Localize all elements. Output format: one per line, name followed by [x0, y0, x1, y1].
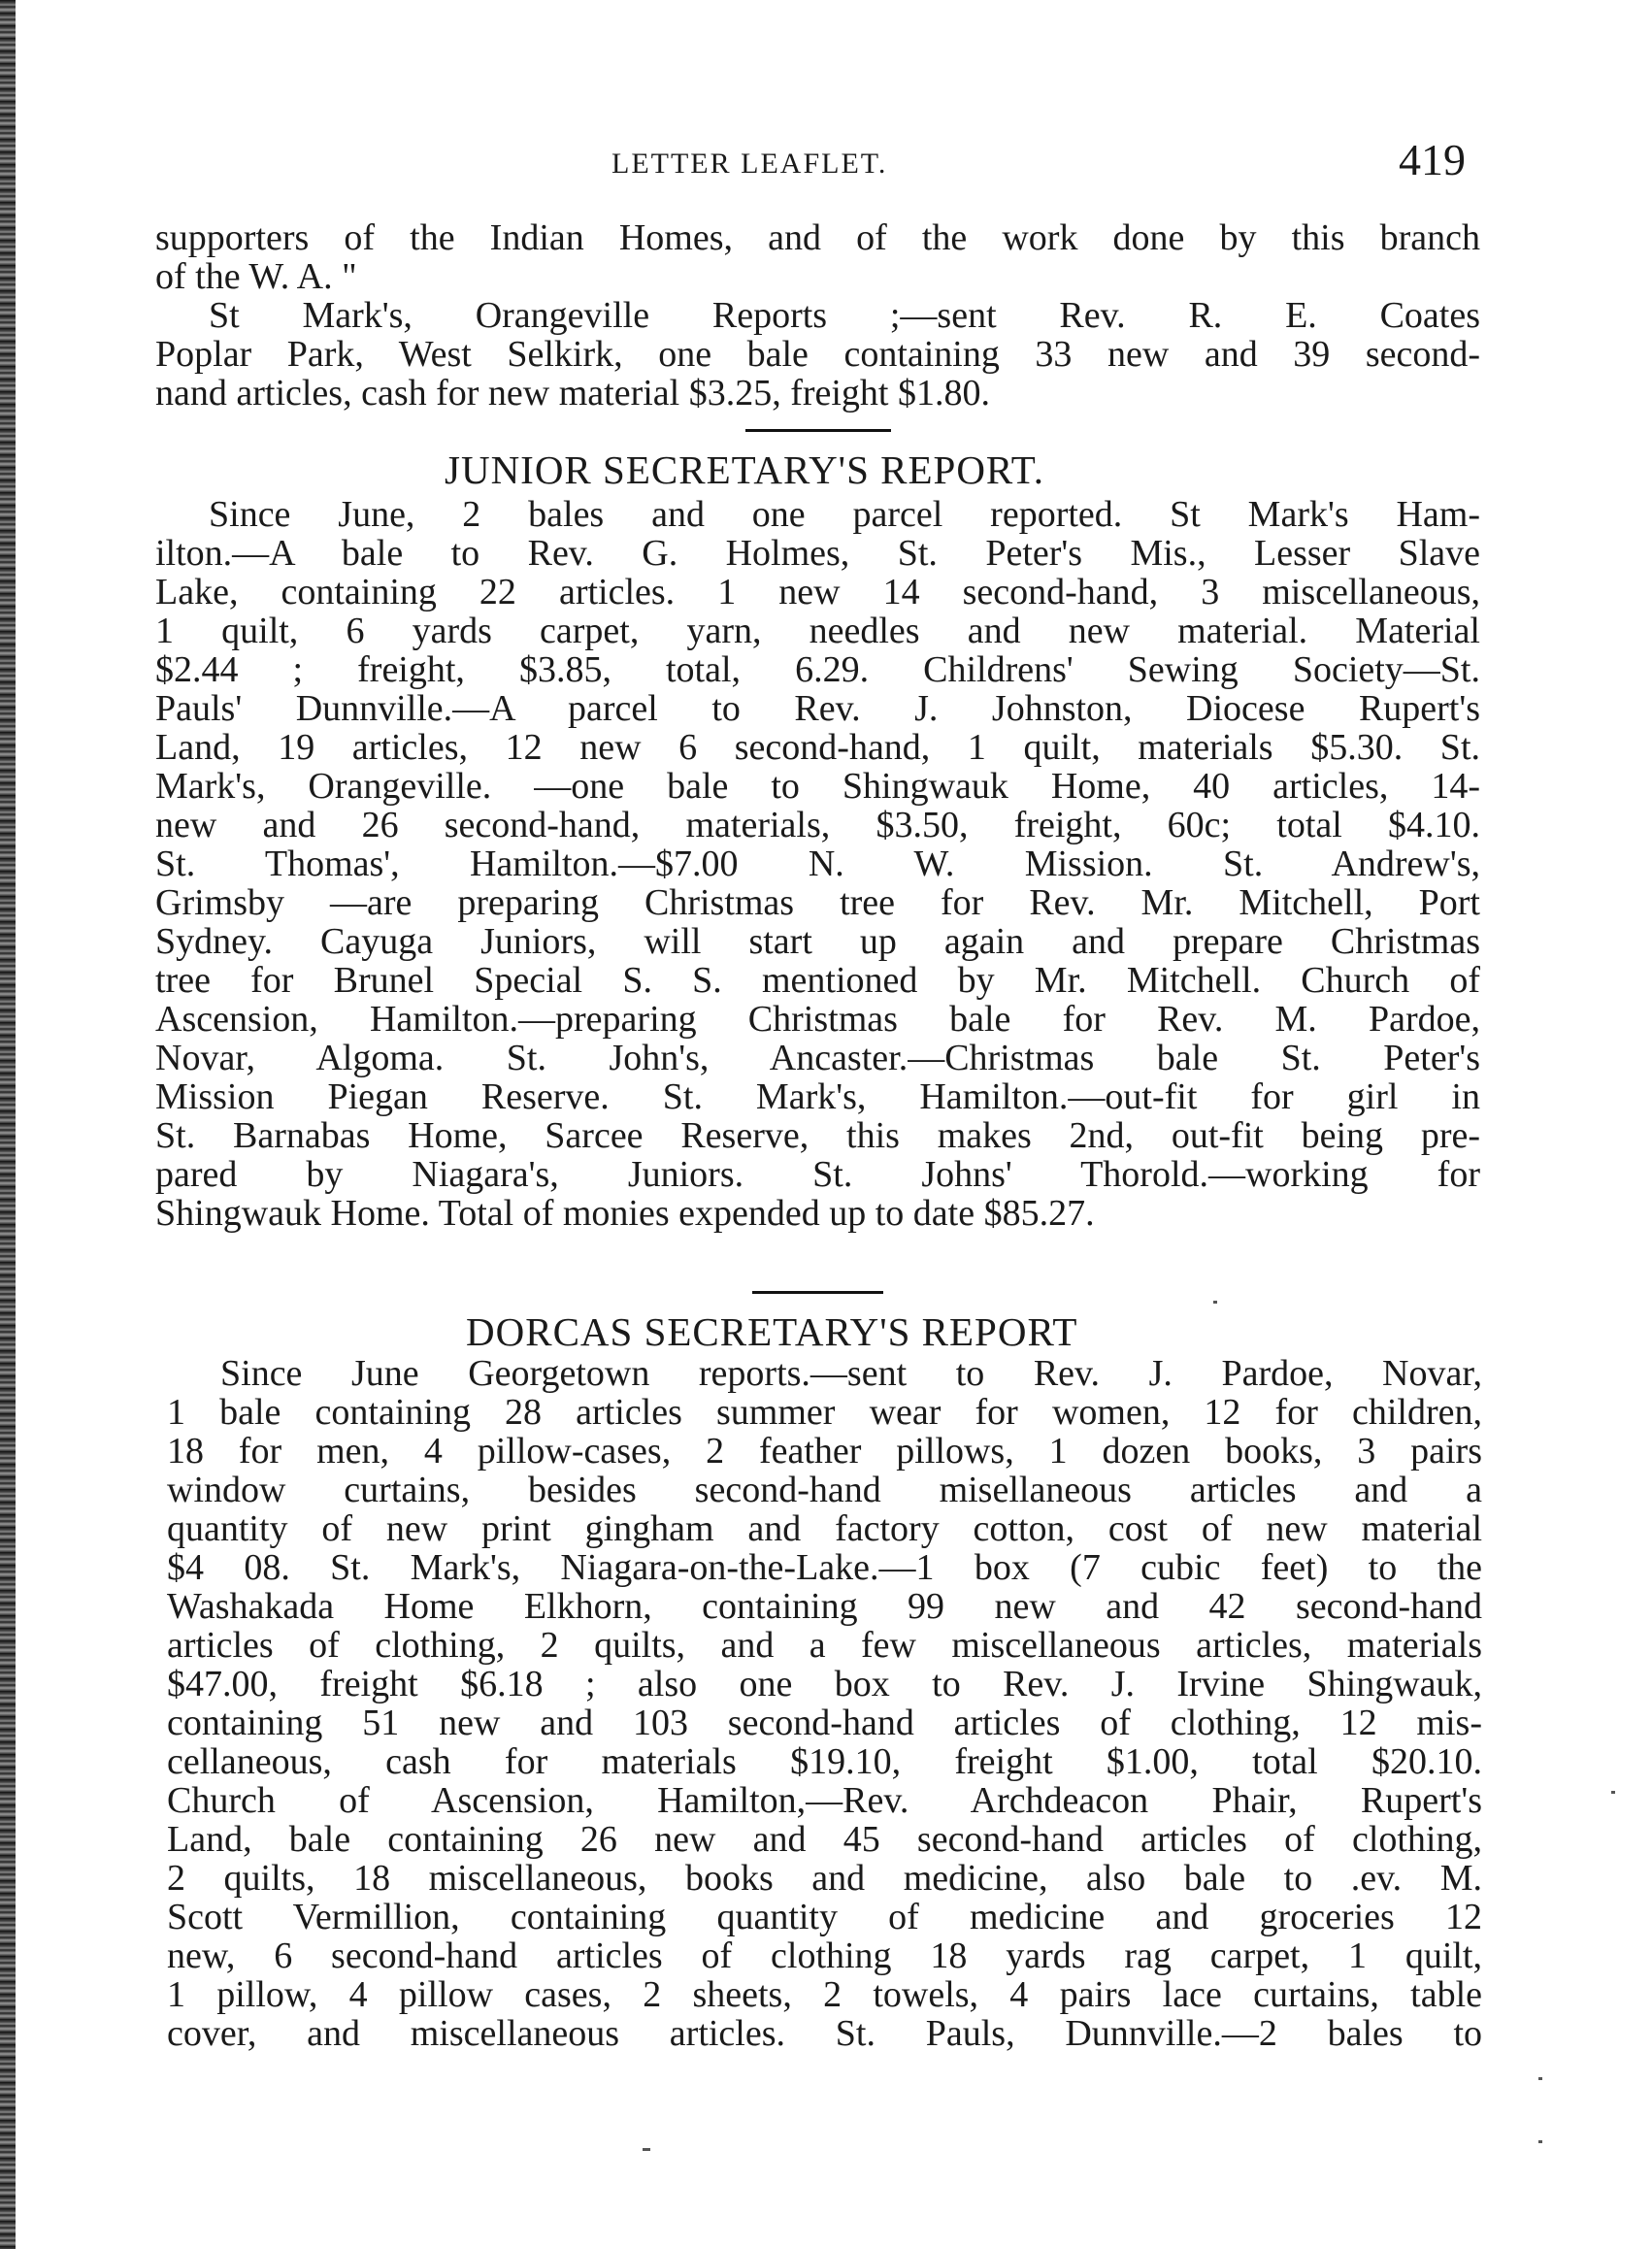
text-line: Mark's, Orangeville. —one bale to Shingwauk Home, 40 articles, 14-	[155, 767, 1480, 806]
print-speck	[1213, 1301, 1217, 1304]
intro-paragraph	[155, 218, 1480, 413]
dorcas-report-heading: DORCAS SECRETARY'S REPORT	[466, 1309, 1078, 1354]
text-line: Grimsby —are preparing Christmas tree for Rev. Mr. Mitchell, Port	[155, 883, 1480, 922]
text-line: articles of clothing, 2 quilts, and a few miscellaneous articles, materials	[167, 1626, 1482, 1665]
text-line: Poplar Park, West Selkirk, one bale containing 33 new and 39 second-	[155, 335, 1480, 374]
text-line: supporters of the Indian Homes, and of the work done by this branch	[155, 218, 1480, 257]
text-line: 18 for men, 4 pillow-cases, 2 feather pillows, 1 dozen books, 3 pairs	[167, 1432, 1482, 1471]
text-line: Church of Ascension, Hamilton,—Rev. Archdeacon Phair, Rupert's	[167, 1781, 1482, 1820]
text-line: nand articles, cash for new material $3.25, freight $1.80.	[155, 374, 990, 413]
text-line: Sydney. Cayuga Juniors, will start up again and prepare Christmas	[155, 922, 1480, 961]
text-line: 1 quilt, 6 yards carpet, yarn, needles and new material. Material	[155, 612, 1480, 650]
text-line: St Mark's, Orangeville Reports ;—sent Rev. R. E. Coates	[209, 296, 1480, 335]
junior-report-body	[155, 495, 1480, 1233]
print-speck	[1538, 2077, 1542, 2080]
text-line: $2.44 ; freight, $3.85, total, 6.29. Childrens' Sewing Society—St.	[155, 650, 1480, 689]
text-line: Lake, containing 22 articles. 1 new 14 second-hand, 3 miscellaneous,	[155, 573, 1480, 612]
running-head: LETTER LEAFLET.	[611, 148, 888, 180]
text-line: pared by Niagara's, Juniors. St. Johns' Thorold.—working for	[155, 1155, 1480, 1194]
text-line: Since June Georgetown reports.—sent to Rev. J. Pardoe, Novar,	[220, 1354, 1482, 1393]
text-line: 1 pillow, 4 pillow cases, 2 sheets, 2 towels, 4 pairs lace curtains, table	[167, 1975, 1482, 2014]
text-line: Pauls' Dunnville.—A parcel to Rev. J. Johnston, Diocese Rupert's	[155, 689, 1480, 728]
page-edge-shadow	[0, 0, 16, 2249]
text-line: ilton.—A bale to Rev. G. Holmes, St. Peter's Mis., Lesser Slave	[155, 534, 1480, 573]
text-line: new, 6 second-hand articles of clothing 18 yards rag carpet, 1 quilt,	[167, 1936, 1482, 1975]
text-line: Scott Vermillion, containing quantity of medicine and groceries 12	[167, 1898, 1482, 1936]
section-divider	[752, 1291, 883, 1294]
text-line: new and 26 second-hand, materials, $3.50, freight, 60c; total $4.10.	[155, 806, 1480, 844]
text-line: Ascension, Hamilton.—preparing Christmas bale for Rev. M. Pardoe,	[155, 1000, 1480, 1039]
text-line: quantity of new print gingham and factory cotton, cost of new material	[167, 1509, 1482, 1548]
text-line: Mission Piegan Reserve. St. Mark's, Hamilton.—out-fit for girl in	[155, 1077, 1480, 1116]
print-speck	[1538, 2140, 1542, 2143]
text-line: 2 quilts, 18 miscellaneous, books and medicine, also bale to .ev. M.	[167, 1859, 1482, 1898]
text-line: Land, 19 articles, 12 new 6 second-hand, 1 quilt, materials $5.30. St.	[155, 728, 1480, 767]
text-line: St. Thomas', Hamilton.—$7.00 N. W. Mission. St. Andrew's,	[155, 844, 1480, 883]
text-line: 1 bale containing 28 articles summer wear for women, 12 for children,	[167, 1393, 1482, 1432]
text-line: St. Barnabas Home, Sarcee Reserve, this makes 2nd, out-fit being pre-	[155, 1116, 1480, 1155]
text-line: window curtains, besides second-hand misellaneous articles and a	[167, 1471, 1482, 1509]
page-header	[165, 134, 1475, 192]
print-speck	[643, 2148, 650, 2151]
text-line: cellaneous, cash for materials $19.10, freight $1.00, total $20.10.	[167, 1742, 1482, 1781]
text-line: Since June, 2 bales and one parcel reported. St Mark's Ham-	[209, 495, 1480, 534]
text-line: Land, bale containing 26 new and 45 second-hand articles of clothing,	[167, 1820, 1482, 1859]
text-line: $47.00, freight $6.18 ; also one box to Rev. J. Irvine Shingwauk,	[167, 1665, 1482, 1703]
page-number: 419	[1399, 135, 1466, 184]
print-speck	[1611, 1791, 1615, 1794]
text-line: Novar, Algoma. St. John's, Ancaster.—Christmas bale St. Peter's	[155, 1039, 1480, 1077]
text-line: Washakada Home Elkhorn, containing 99 new and 42 second-hand	[167, 1587, 1482, 1626]
text-line: cover, and miscellaneous articles. St. Pauls, Dunnville.—2 bales to	[167, 2014, 1482, 2053]
junior-report-heading: JUNIOR SECRETARY'S REPORT.	[445, 447, 1045, 492]
text-line: tree for Brunel Special S. S. mentioned by Mr. Mitchell. Church of	[155, 961, 1480, 1000]
text-line: $4 08. St. Mark's, Niagara-on-the-Lake.—1 box (7 cubic feet) to the	[167, 1548, 1482, 1587]
dorcas-report-body	[167, 1354, 1482, 2053]
section-divider	[745, 429, 891, 432]
text-line: containing 51 new and 103 second-hand articles of clothing, 12 mis-	[167, 1703, 1482, 1742]
text-line: of the W. A. "	[155, 257, 357, 296]
text-line: Shingwauk Home. Total of monies expended up to date $85.27.	[155, 1194, 1095, 1233]
